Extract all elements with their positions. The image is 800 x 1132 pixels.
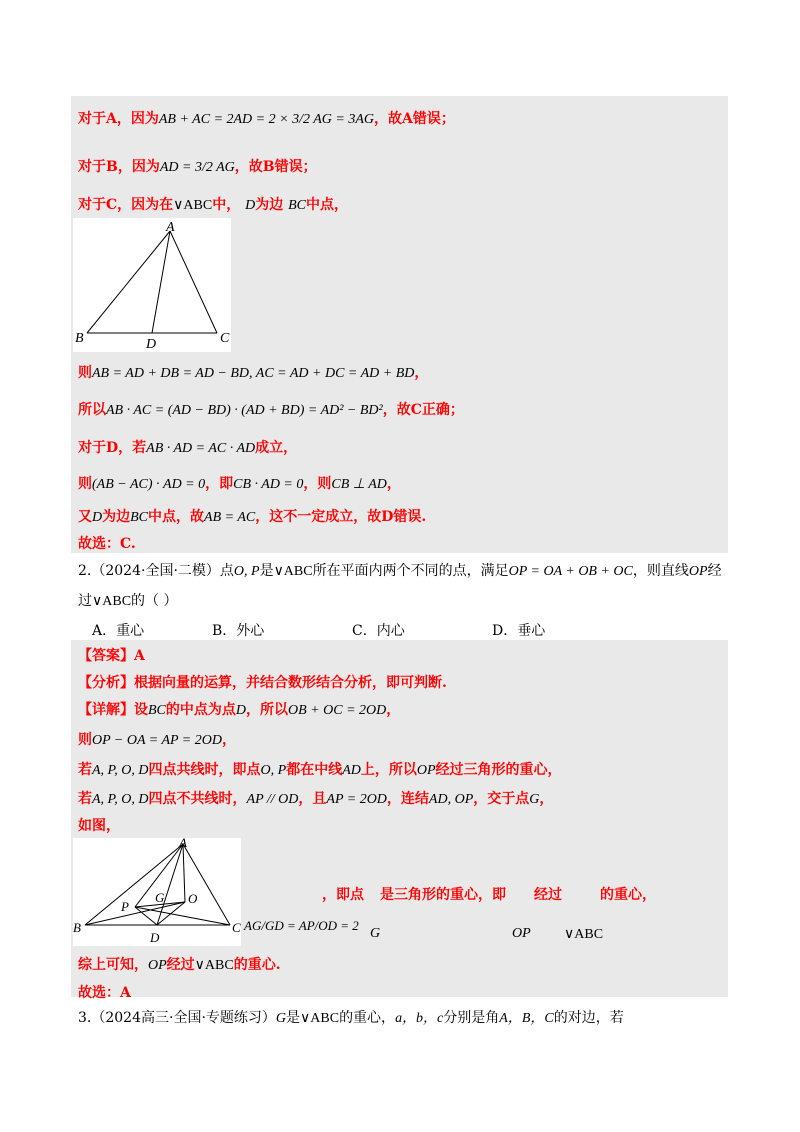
ratio-math: AG/GD = AP/OD = 2 [244, 918, 359, 933]
solution-line-then: 则AB = AD + DB = AD − BD, AC = AD + DC = AD + BD， [78, 365, 429, 381]
solution2-answer: 故选：A [78, 985, 131, 1001]
segment-pc [135, 907, 230, 925]
label-c: C [220, 331, 230, 346]
label-o: O [188, 891, 198, 906]
solution1-answer: 故选：C. [78, 536, 136, 552]
edge-ab [87, 231, 170, 333]
answer-label: 【答案】A [78, 648, 145, 664]
math-expr: AD = 3/2 AG [159, 160, 235, 175]
collinear-line: 若A, P, O, D四点共线时，即点O, P都在中线AD上，所以OP经过三角形的重心， [78, 762, 562, 778]
detail-line: 【详解】设BC的中点为点D，所以OB + OC = 2OD， [78, 702, 401, 718]
solution-line-a: 对于A，因为AB + AC = 2AD = 2 × 3/2 AG = 3AG，故A错误； [78, 111, 455, 127]
label-p: P [121, 899, 129, 914]
ratio-op: OP [512, 926, 531, 941]
option-d[interactable]: D．垂心 [492, 623, 546, 639]
math-expr: AB + AC = 2AD = 2 × 3/2 AG = 3AG [158, 112, 374, 127]
label-d: D [150, 930, 160, 945]
label-d: D [146, 337, 157, 352]
solution-line-c: 对于C，因为在∨ABC中， D为边 BC中点， [78, 197, 348, 213]
median-ad [152, 231, 170, 333]
label-b: B [73, 920, 81, 935]
triangle-abc-drawing [73, 218, 231, 352]
question-2-line1: 2.（2024·全国·二模）点O, P是∨ABC所在平面内两个不同的点，满足OP = OA + OB + OC，则直线OP经 [78, 563, 722, 579]
analysis-line: 【分析】根据向量的运算，并结合数形结合分析，即可判断. [78, 675, 447, 691]
solution-line-d: 对于D，若AB · AD = AC · AD成立， [78, 440, 298, 456]
median-ad [157, 844, 183, 925]
centroid-drawing [73, 838, 241, 946]
triangle-figure-1 [73, 218, 231, 352]
segment-ao [183, 844, 185, 902]
edge-ac [183, 844, 230, 925]
option-a[interactable]: A．重心 [92, 623, 145, 639]
triangle-figure-2 [73, 838, 241, 946]
label-a: A [166, 220, 175, 235]
edge-ac [170, 231, 217, 333]
solution-line-b: 对于B，因为AD = 3/2 AG，故B错误； [78, 159, 317, 175]
label-c: C [232, 920, 241, 935]
ratio-text-line: ，即点 是三角形的重心，即 经过 的重心， [322, 887, 656, 903]
ratio-tri: ∨ABC [564, 927, 604, 942]
label-b: B [75, 331, 84, 346]
option-b[interactable]: B．外心 [212, 623, 265, 639]
then-line: 则OP − OA = AP = 2OD， [78, 732, 236, 748]
ratio-g: G [370, 926, 381, 941]
question-2-line2: 过∨ABC的（ ） [78, 593, 178, 609]
option-c[interactable]: C．内心 [352, 623, 405, 639]
label-a: A [179, 838, 187, 850]
solution-line-then2: 则(AB − AC) · AD = 0，即CB · AD = 0，则CB ⊥ AD， [78, 476, 401, 492]
noncollinear-line: 若A, P, O, D四点不共线时，AP // OD，且AP = 2OD，连结AD, OP，交于点G， [78, 791, 554, 807]
as-figure-line: 如图， [78, 818, 120, 834]
label-g: G [155, 890, 165, 905]
solution-line-so: 所以AB · AC = (AD − BD) · (AD + BD) = AD² − BD²，故C正确； [78, 402, 464, 418]
solution-line-again: 又D为边BC中点，故AB = AC，这不一定成立，故D错误. [78, 509, 427, 525]
summary-line: 综上可知，OP经过∨ABC的重心. [78, 957, 281, 973]
question-3-line1: 3.（2024高三·全国·专题练习）G是∨ABC的重心，a，b，c分别是角A，B，C的对边，若 [78, 1010, 624, 1026]
